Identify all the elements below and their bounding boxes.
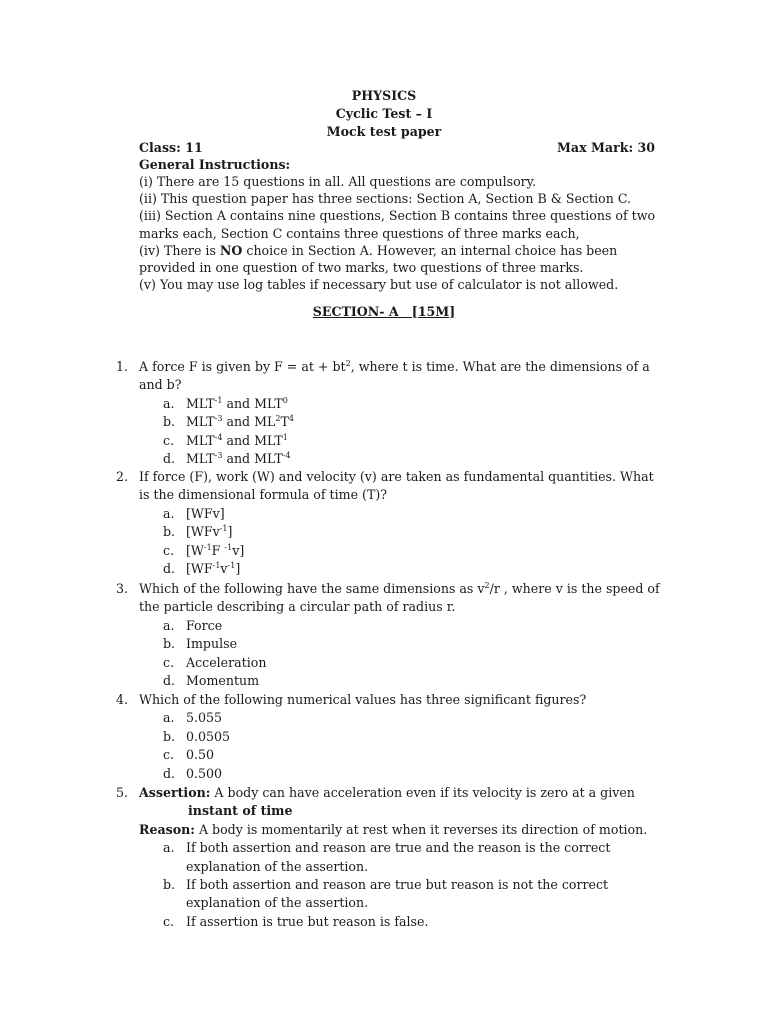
option-d: d. $[WF^{-1}v^{-1}]$ bbox=[163, 560, 241, 576]
question-number: 4. bbox=[116, 692, 129, 707]
instruction-line: (i) There are 15 questions in all. All questions are compulsory. bbox=[139, 174, 537, 189]
instruction-line: (ii) This question paper has three sections: Section A, Section B & Section C. bbox=[139, 191, 632, 207]
subject-title: PHYSICS bbox=[351, 88, 417, 103]
instructions-heading: General Instructions: bbox=[139, 157, 291, 172]
option-c: c. 0.50 bbox=[163, 747, 215, 763]
instruction-line: provided in one question of two marks, two questions of three marks. bbox=[139, 259, 584, 275]
question-number: 1. bbox=[116, 359, 129, 374]
test-title: Cyclic Test – I bbox=[335, 106, 433, 121]
option-d: d. $MLT^{-3}$ and $MLT^{-4}$ bbox=[163, 450, 291, 466]
question-5 bbox=[116, 784, 661, 931]
instruction-line: (iii) Section A contains nine questions, Section B contains three questions of two bbox=[139, 208, 656, 224]
assertion-text: Assertion: A body can have acceleration even if its velocity is zero at a given bbox=[139, 785, 635, 800]
question-1 bbox=[116, 358, 661, 468]
option-b: b. If both assertion and reason are true but reason is not the correct explanation of the assertion. bbox=[163, 877, 609, 911]
assertion-continuation: instant of time bbox=[188, 803, 293, 819]
option-b: b. $MLT^{-3}$ and $ML^2T^4$ bbox=[163, 414, 294, 430]
option-b: b. 0.0505 bbox=[163, 728, 231, 744]
option-b: b. Impulse bbox=[163, 636, 238, 652]
class-marks-row bbox=[139, 139, 655, 157]
option-list bbox=[163, 505, 661, 579]
class-label: Class: 11 bbox=[139, 140, 203, 155]
option-d: d. 0.500 bbox=[163, 765, 223, 781]
option-b: b. [WFv$^{-1}$] bbox=[163, 524, 233, 540]
paper-title: Mock test paper bbox=[326, 124, 442, 139]
question-4 bbox=[116, 691, 661, 783]
option-a: a. Force bbox=[163, 617, 223, 633]
question-number: 3. bbox=[116, 581, 129, 596]
instruction-line: (iv) There is NO choice in Section A. However, an internal choice has been bbox=[139, 242, 618, 258]
question-number: 2. bbox=[116, 469, 129, 484]
option-a: a. $MLT^{-1}$ and MLT$^0$ bbox=[163, 395, 288, 411]
question-3 bbox=[116, 580, 661, 690]
option-list bbox=[163, 617, 661, 691]
option-c: c. If assertion is true but reason is false. bbox=[163, 913, 429, 929]
instructions-list bbox=[139, 173, 679, 293]
option-a: a. 5.055 bbox=[163, 710, 223, 726]
instruction-line: marks each, Section C contains three questions of three marks each, bbox=[139, 225, 580, 241]
option-d: d. Momentum bbox=[163, 672, 260, 688]
section-heading: SECTION- A [15M] bbox=[312, 304, 456, 319]
question-text: Which of the following numerical values has three significant figures? bbox=[139, 692, 587, 707]
question-text: If force (F), work (W) and velocity (v) are taken as fundamental quantities. What is the dimensional formula of time (T)? bbox=[139, 469, 654, 503]
option-list bbox=[163, 709, 661, 783]
max-mark-label: Max Mark: 30 bbox=[556, 140, 655, 155]
question-text: Which of the following have the same dimensions as $v^2/r$ , where v is the speed of the particle describing a circular path of radius r. bbox=[139, 581, 660, 615]
option-c: c. [$W^{-1}F$ $^{-1}$v] bbox=[163, 542, 245, 558]
instruction-line: (v) You may use log tables if necessary but use of calculator is not allowed. bbox=[139, 277, 619, 293]
option-a: a. If both assertion and reason are true and the reason is the correct explanation of the assertion. bbox=[163, 840, 611, 874]
question-text: A force F is given by F = at + $bt^2$, where t is time. What are the dimensions of a and b? bbox=[139, 359, 650, 393]
question-number: 5. bbox=[116, 785, 129, 800]
option-list bbox=[163, 395, 661, 469]
option-c: c. $MLT^{-4}$ and MLT$^1$ bbox=[163, 432, 288, 448]
reason-text: Reason: A body is momentarily at rest when it reverses its direction of motion. bbox=[139, 821, 648, 837]
option-list bbox=[163, 839, 661, 931]
question-2 bbox=[116, 468, 661, 578]
option-c: c. Acceleration bbox=[163, 654, 267, 670]
title-block bbox=[0, 87, 768, 141]
option-a: a. [WFv] bbox=[163, 505, 225, 521]
